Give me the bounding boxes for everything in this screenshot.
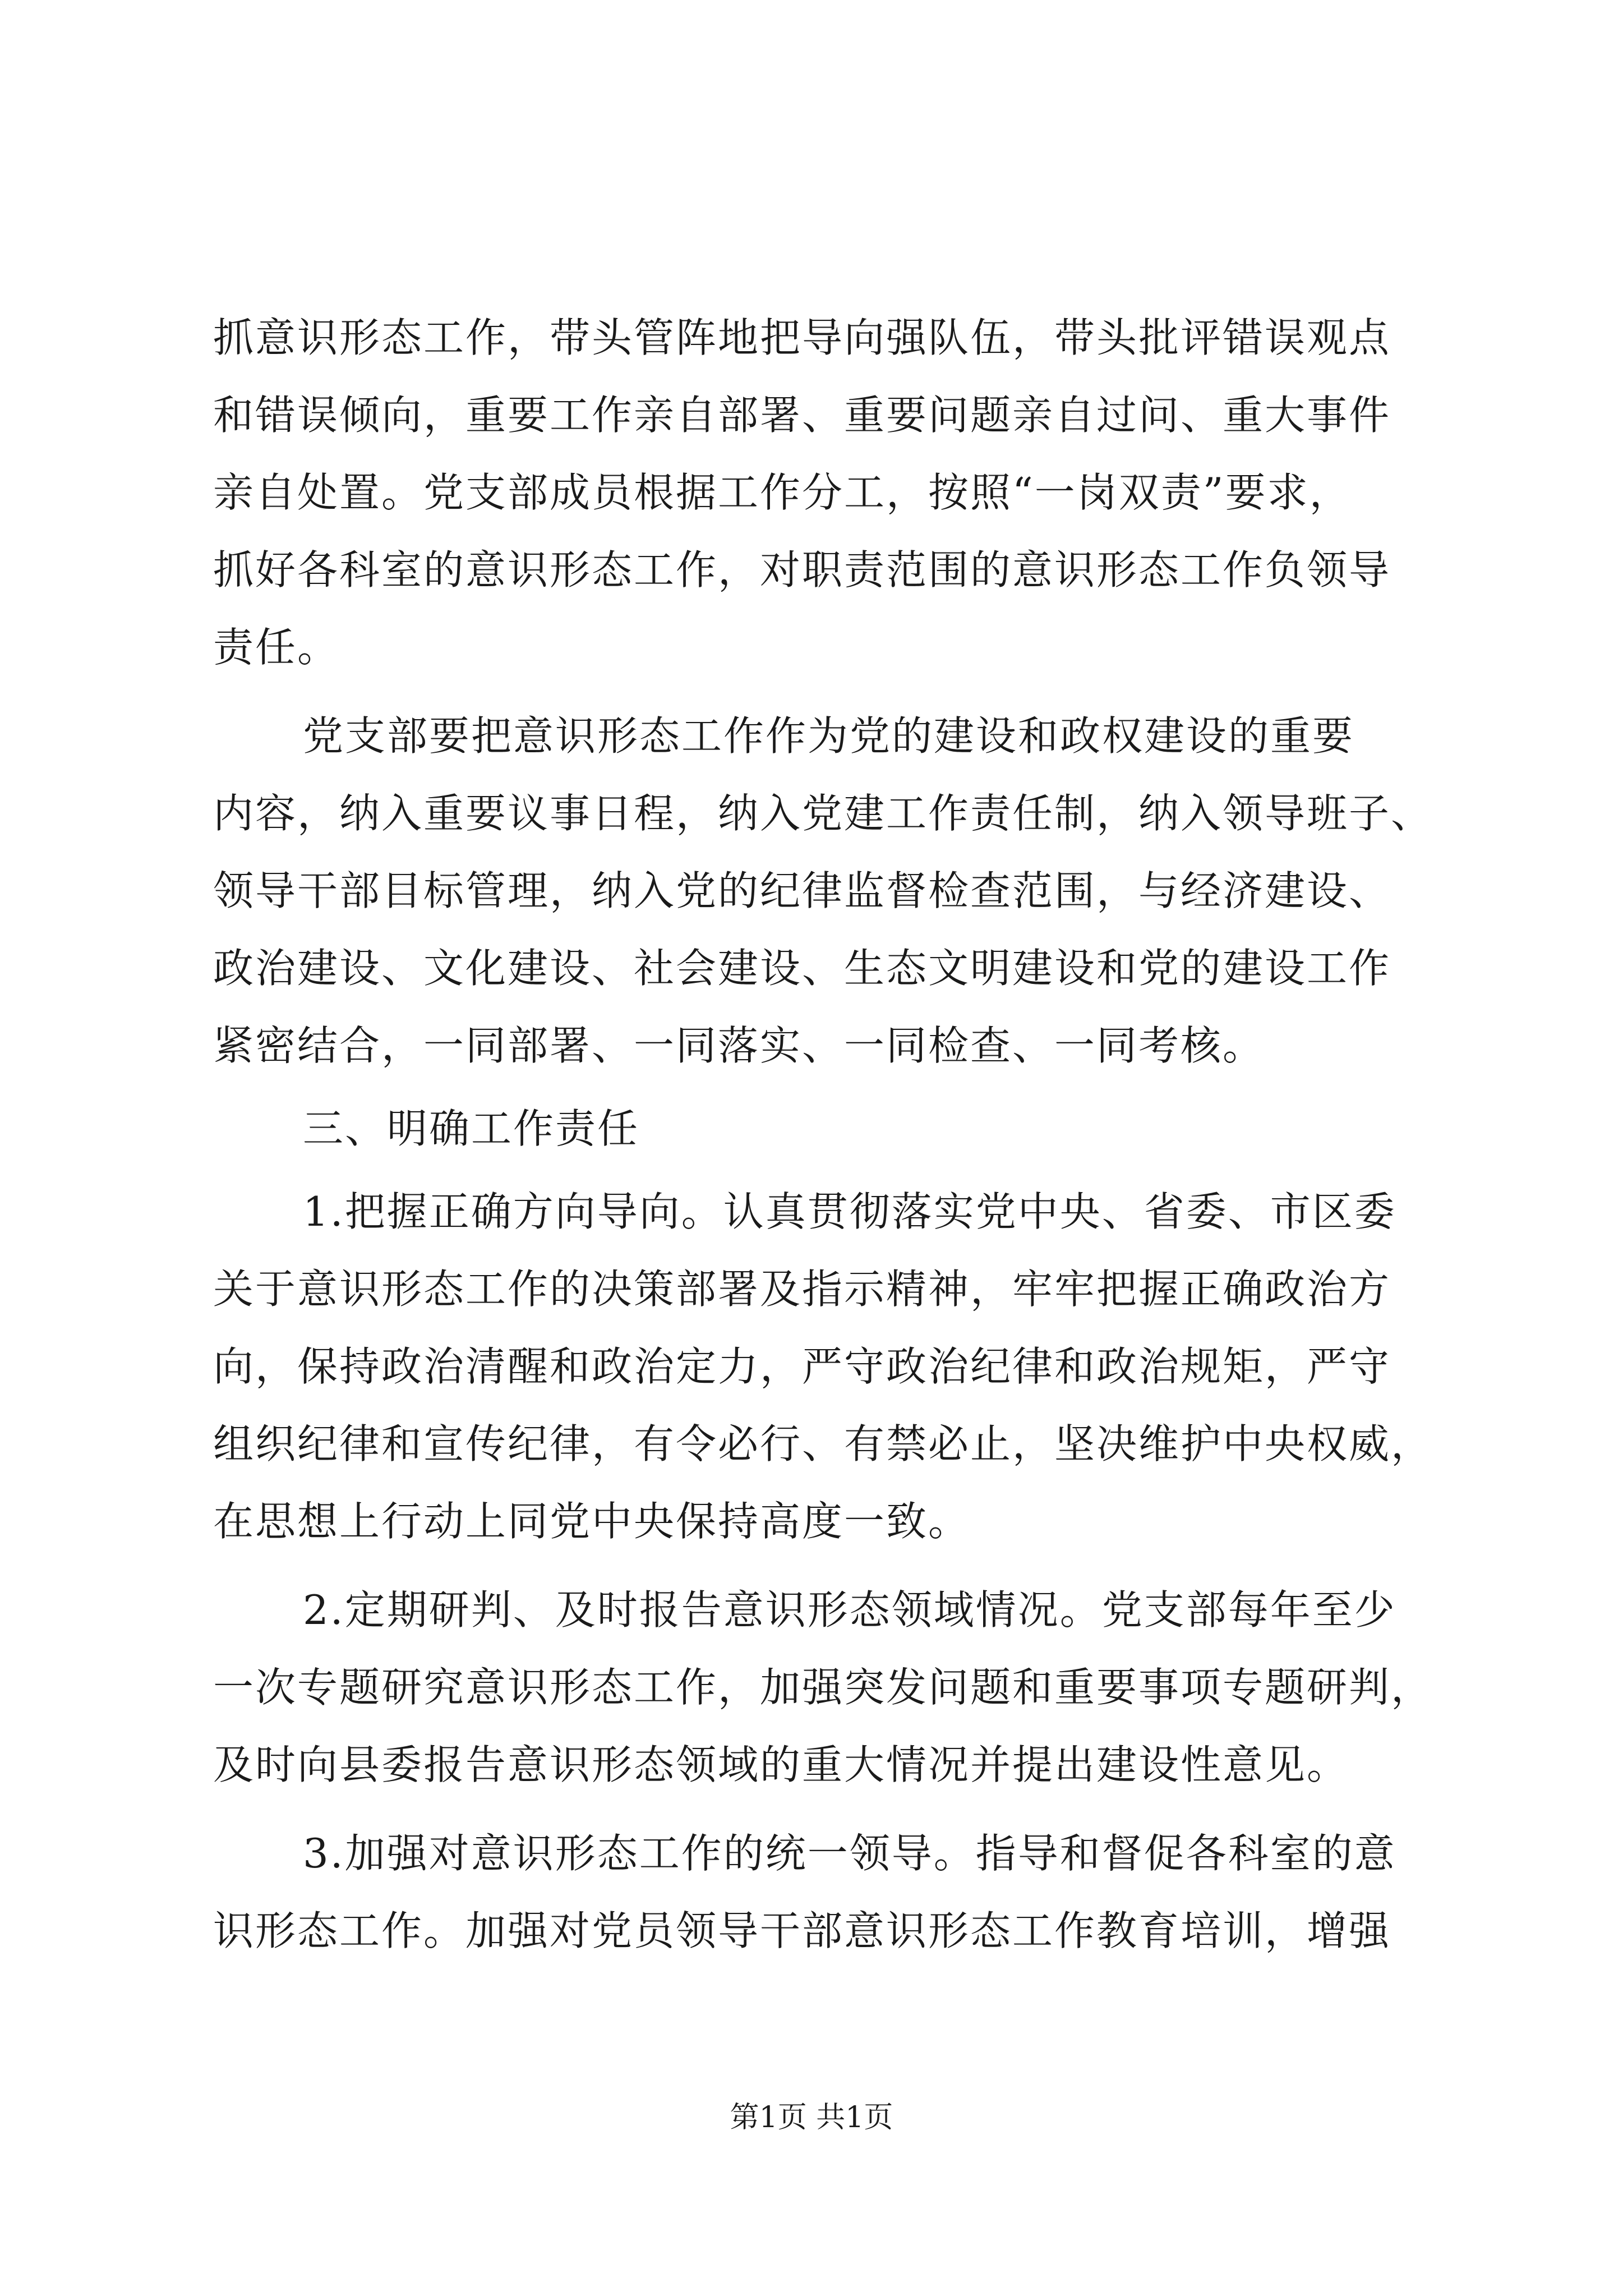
- text-line: 3.加强对意识形态工作的统一领导。指导和督促各科室的意: [303, 1830, 1396, 1877]
- text-line: 组织纪律和宣传纪律，有令必行、有禁必止，坚决维护中央权威，: [213, 1420, 1433, 1467]
- text-line: 政治建设、文化建设、社会建设、生态文明建设和党的建设工作: [213, 945, 1391, 992]
- text-line: 内容，纳入重要议事日程，纳入党建工作责任制，纳入领导班子、: [213, 790, 1433, 837]
- text-line: 一次专题研究意识形态工作，加强突发问题和重要事项专题研判，: [213, 1664, 1433, 1711]
- section-heading: 三、明确工作责任: [303, 1105, 640, 1152]
- text-line: 紧密结合，一同部署、一同落实、一同检查、一同考核。: [213, 1022, 1265, 1069]
- text-line: 向，保持政治清醒和政治定力，严守政治纪律和政治规矩，严守: [213, 1343, 1391, 1390]
- page-footer: 第1页 共1页: [730, 2101, 893, 2134]
- text-line: 和错误倾向，重要工作亲自部署、重要问题亲自过问、重大事件: [213, 392, 1391, 439]
- text-line: 关于意识形态工作的决策部署及指示精神，牢牢把握正确政治方: [213, 1266, 1391, 1313]
- text-line: 抓意识形态工作，带头管阵地把导向强队伍，带头批评错误观点: [213, 314, 1391, 361]
- text-line: 识形态工作。加强对党员领导干部意识形态工作教育培训，增强: [213, 1907, 1391, 1954]
- text-line: 及时向县委报告意识形态领域的重大情况并提出建设性意见。: [213, 1741, 1349, 1788]
- text-line: 在思想上行动上同党中央保持高度一致。: [213, 1498, 971, 1545]
- text-line: 亲自处置。党支部成员根据工作分工，按照“一岗双责”要求，: [213, 469, 1352, 516]
- text-line: 1.把握正确方向导向。认真贯彻落实党中央、省委、市区委: [303, 1188, 1396, 1235]
- text-line: 责任。: [213, 624, 340, 671]
- text-line: 领导干部目标管理，纳入党的纪律监督检查范围，与经济建设、: [213, 867, 1391, 914]
- text-line: 2.定期研判、及时报告意识形态领域情况。党支部每年至少: [303, 1586, 1396, 1634]
- text-line: 党支部要把意识形态工作作为党的建设和政权建设的重要: [303, 712, 1355, 760]
- text-line: 抓好各科室的意识形态工作，对职责范围的意识形态工作负领导: [213, 546, 1391, 593]
